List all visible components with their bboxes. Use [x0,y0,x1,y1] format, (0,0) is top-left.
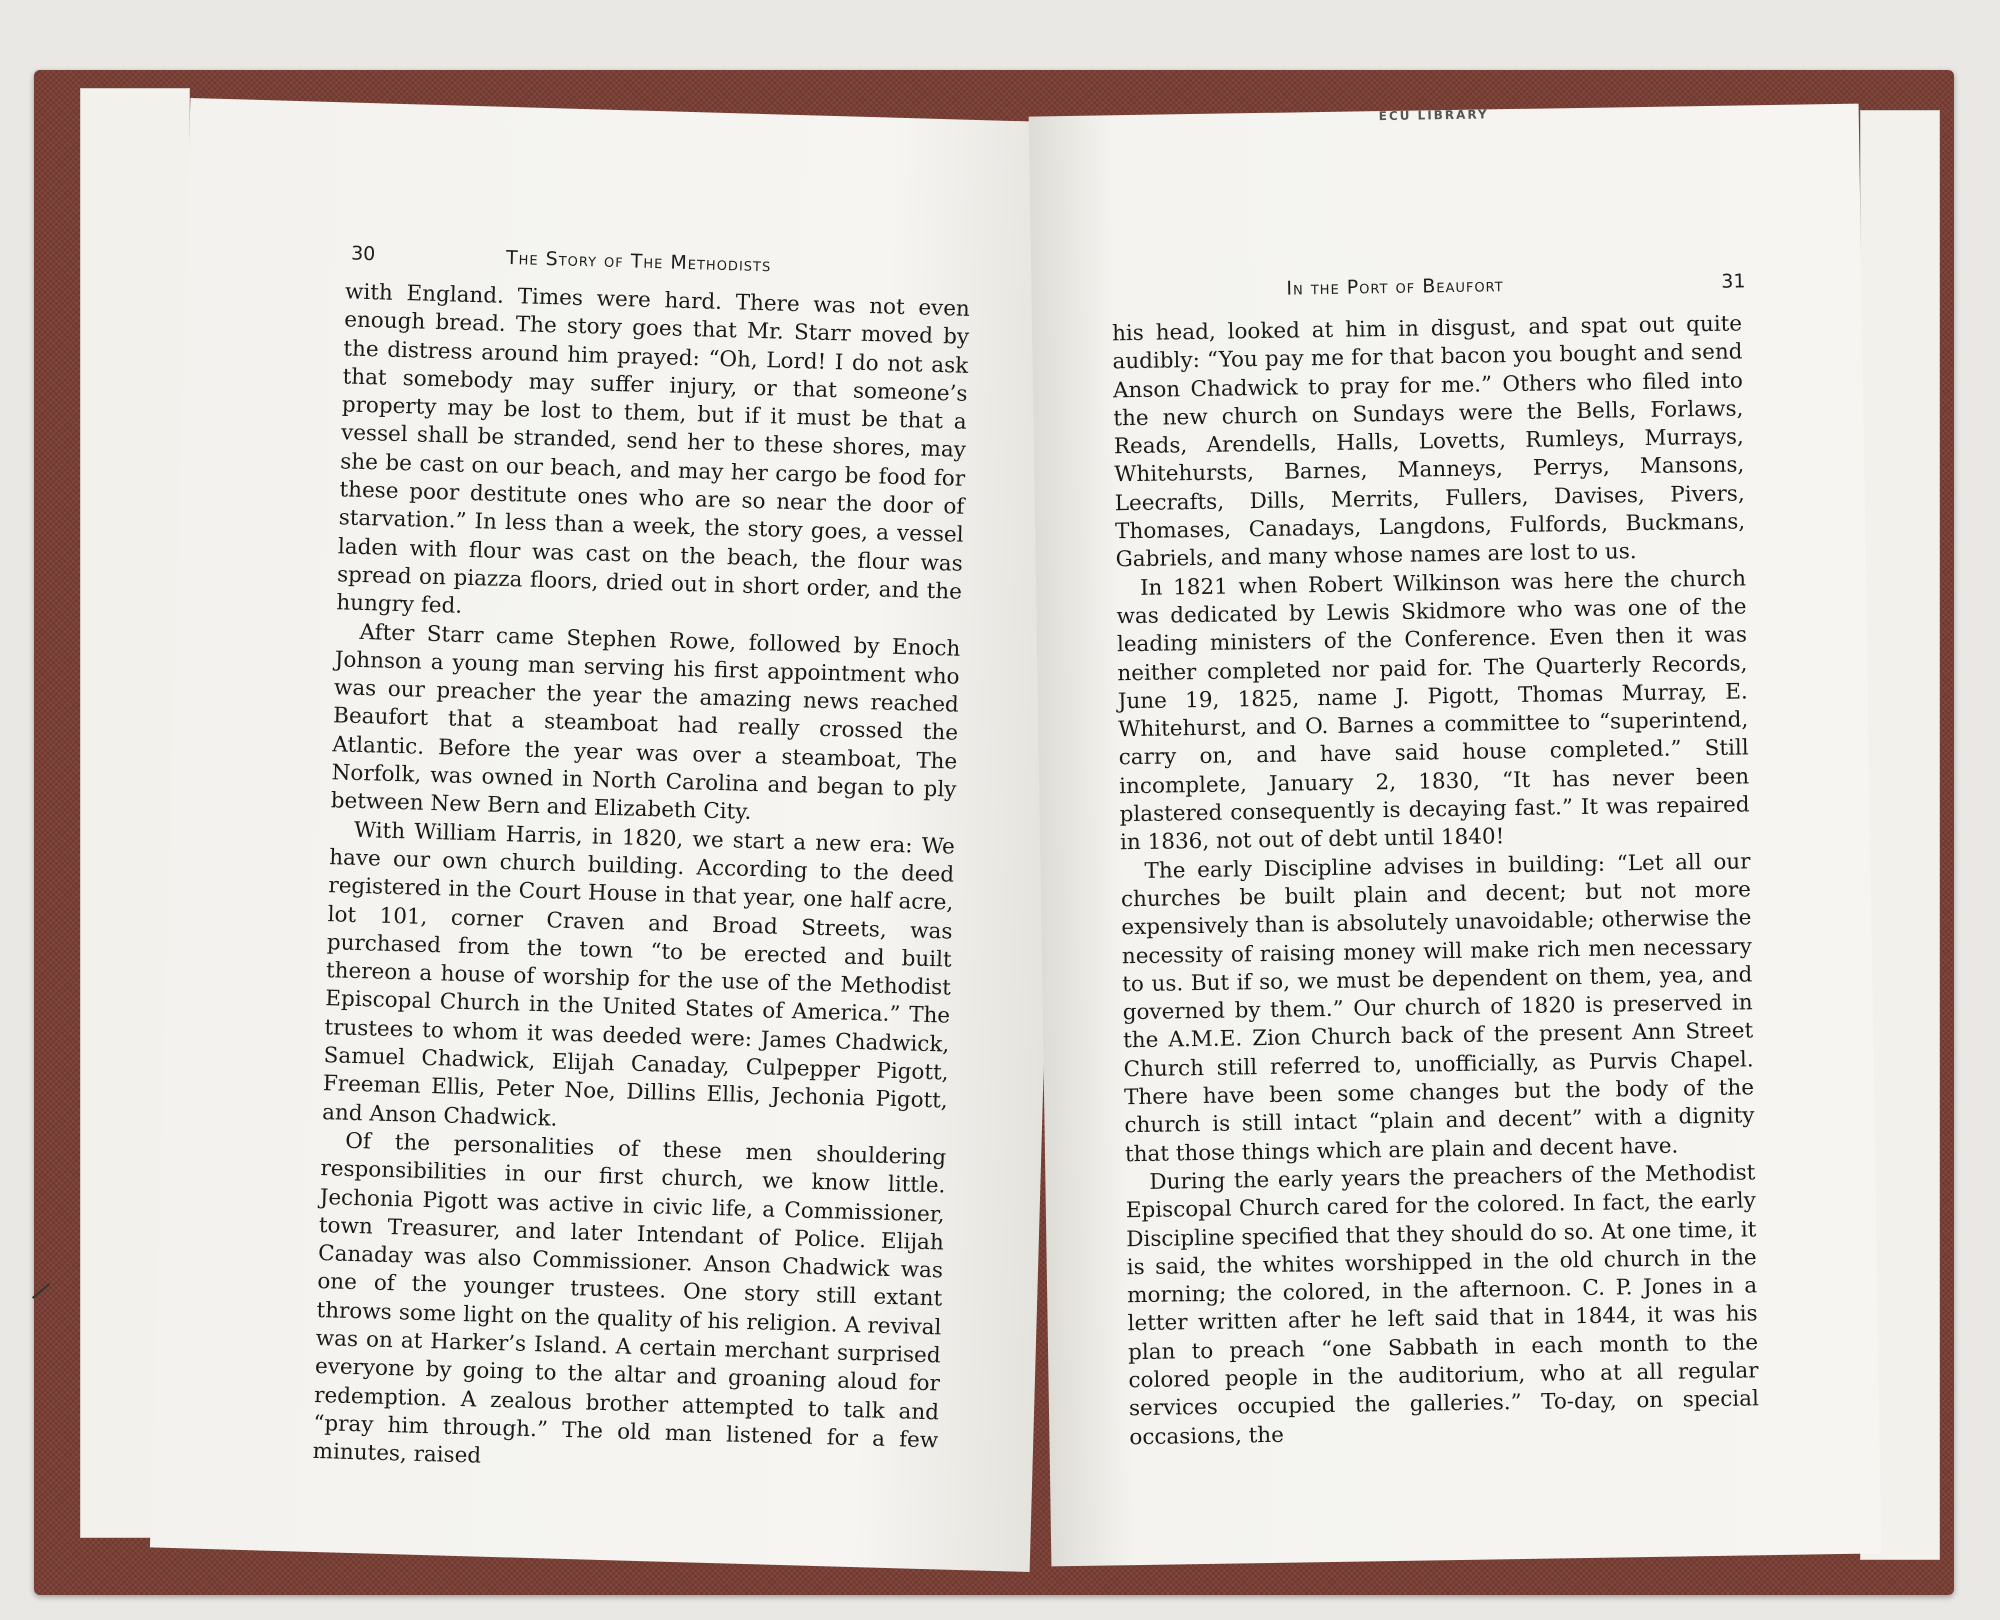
paragraph: The early Discipline advises in building: “Let all our churches be built plain and decent; but not more expensively than is absolutely unavoidable; otherwise the necessity of raising money will make rich men necessary to us. But if so, we must be dependent on them, yea, and governed by them.” Our church of 1820 is preserved in the A.M.E. Zion Church back of the present Ann Street Church still referred to, unofficially, as Purvis Chapel. There have been some changes but the body of the church is still intact “plain and decent” with a dignity that those things which are plain and decent have. [1120,849,1755,1167]
right-page [1029,104,1882,1567]
page-number: 30 [350,242,376,266]
running-title: In the Port of Beaufort [1286,274,1504,300]
paragraph: Of the personalities of these men shouldering responsibilities in our first church, we know little. Jechonia Pigott was active in civic life, a Commissioner, town Treasurer, and later Intendant of Police. Elijah Canaday was also Commissioner. Anson Chadwick was one of the younger trustees. One story still extant throws some light on the quality of his religion. A revival was on at Harker’s Island. A certain merchant surprised everyone by going to the altar and groaning aloud for redemption. A zealous brother attempted to talk and “pray him through.” The old man listened for a few minutes, raised [312,1128,947,1469]
paragraph: with England. Times were hard. There was not even enough bread. The story goes that Mr. Starr moved by the distress around him prayed: “Oh, Lord! I do not ask that somebody may suffer injury, or that someone’s property may be lost to them, but if it must be that a vessel shall be stranded, send her to these shores, may she be cast on our beach, and may her cargo be food for these poor destitute ones who are so near the door of starvation.” In less than a week, the story goes, a vessel laden with flour was cast on the beach, the flour was spread on piazza floors, dried out in short order, and the hungry fed. [336,279,971,620]
running-title: The Story of The Methodists [505,246,772,277]
library-stamp: ECU LIBRARY [1378,107,1489,124]
paragraph: his head, looked at him in disgust, and spat out quite audibly: “You pay me for that bacon you bought and send Anson Chadwick to pray for me.” Others who filed into the new church on Sundays were the Bells, Forlaws, Reads, Arendells, Halls, Lovetts, Rumleys, Murrays, Whitehursts, Barnes, Manneys, Perrys, Mansons, Leecrafts, Dills, Merrits, Fullers, Davises, Pivers, Thomases, Canadays, Langdons, Fulfords, Buckmans, Gabriels, and many whose names are lost to us. [1111,311,1746,573]
left-page [150,98,1070,1572]
page-number: 31 [1721,270,1746,293]
paragraph: With William Harris, in 1820, we start a new era: We have our own church building. According to the deed registered in the Court House in that year, one half acre, lot 101, corner Craven and Broad Streets, was purchased from the town “to be erected and built thereon a house of worship for the use of the Methodist Episcopal Church in the United States of America.” The trustees to whom it was deeded were: James Chadwick, Samuel Chadwick, Elijah Canaday, Culpepper Pigott, Freeman Ellis, Peter Noe, Dillins Ellis, Jechonia Pigott, and Anson Chadwick. [321,817,956,1132]
paragraph: After Starr came Stephen Rowe, followed by Enoch Johnson a young man serving his first appointment who was our preacher the year the amazing news reached Beaufort that a steamboat had really crossed the Atlantic. Before the year was over a steamboat, The Norfolk, was owned in North Carolina and began to ply between New Bern and Elizabeth City. [330,619,961,826]
body-text [1112,310,1760,1452]
paragraph: During the early years the preachers of the Methodist Episcopal Church cared for the colored. In fact, the early Discipline specified that they should do so. At one time, it is said, the whites worshipped in the old church in the morning; the colored, in the afternoon. C. P. Jones in a letter written after he left said that in 1844, it was his plan to preach “one Sabbath in each month to the colored people in the auditorium, who at all regular services occupied the galleries.” To-day, on special occasions, the [1125,1160,1760,1450]
paragraph: In 1821 when Robert Wilkinson was here the church was dedicated by Lewis Skidmore who was one of the leading ministers of the Conference. Even then it was neither completed nor paid for. The Quarterly Records, June 19, 1825, name J. Pigott, Thomas Murray, E. Whitehurst, and O. Barnes a committee to “superintend, carry on, and have said house completed.” Still incomplete, January 2, 1830, “It has never been plastered consequently is decaying fast.” It was repaired in 1836, not out of debt until 1840! [1116,566,1750,856]
body-text [312,278,970,1483]
